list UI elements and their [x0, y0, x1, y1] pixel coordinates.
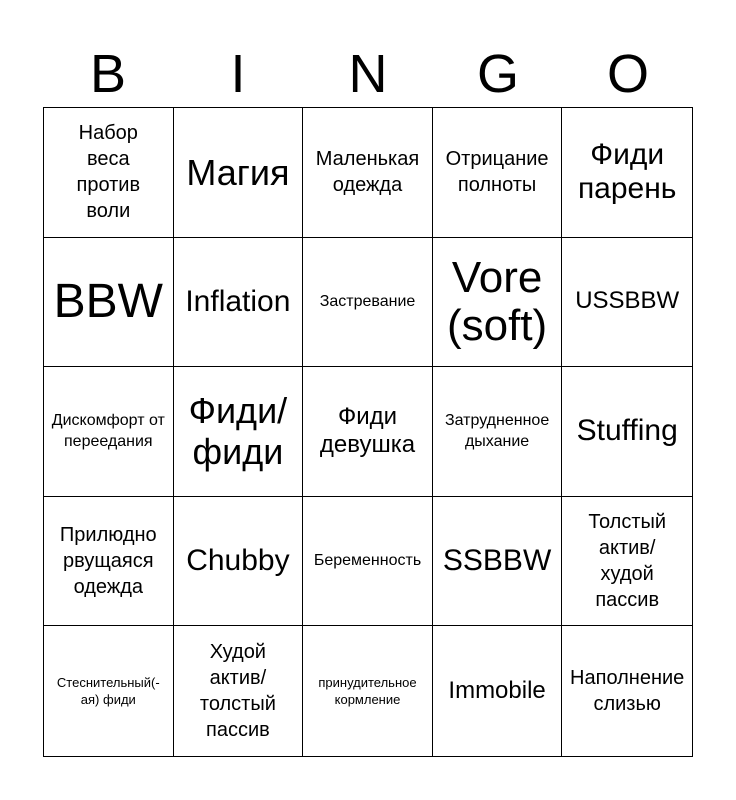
bingo-cell-text: Vore (soft) [446, 252, 548, 350]
bingo-cell[interactable] [562, 108, 692, 238]
bingo-cell-text: USSBBW [575, 287, 680, 315]
bingo-header [43, 40, 693, 108]
bingo-cell[interactable] [44, 108, 174, 238]
bingo-cell[interactable] [433, 367, 563, 497]
bingo-cell[interactable] [44, 497, 174, 627]
bingo-cell[interactable] [174, 497, 304, 627]
bingo-cell-text: Наполнение слизью [570, 667, 685, 716]
bingo-cell-text: Прилюдно рвущаяся одежда [59, 524, 157, 599]
bingo-cell-text: Stuffing [576, 414, 678, 448]
bingo-board [43, 107, 693, 757]
bingo-cell-text: Фиди/ фиди [188, 390, 288, 473]
bingo-cell[interactable] [303, 367, 433, 497]
bingo-cell-text: SSBBW [442, 543, 552, 577]
bingo-cell-text: Immobile [448, 676, 546, 704]
bingo-cell-text: Дискомфорт от переедания [51, 411, 165, 451]
bingo-cell-text: Inflation [185, 284, 291, 318]
bingo-cell-text: Chubby [186, 543, 290, 577]
bingo-cell[interactable] [44, 367, 174, 497]
bingo-cell[interactable] [433, 497, 563, 627]
bingo-cell-text: принудительное кормление [318, 674, 417, 708]
header-letter-b: B [89, 44, 127, 104]
bingo-cell[interactable] [303, 497, 433, 627]
bingo-cell[interactable] [174, 238, 304, 368]
bingo-cell[interactable] [44, 238, 174, 368]
header-letter-n: N [348, 44, 388, 104]
bingo-cell-text: Застревание [319, 293, 416, 311]
bingo-cell-text: BBW [53, 274, 163, 328]
bingo-cell[interactable] [174, 626, 304, 756]
bingo-cell[interactable] [562, 238, 692, 368]
bingo-cell-text: Беременность [313, 552, 422, 570]
bingo-cell[interactable] [303, 626, 433, 756]
bingo-cell-text: Отрицание полноты [445, 148, 549, 197]
bingo-cell[interactable] [562, 497, 692, 627]
bingo-cell[interactable] [433, 238, 563, 368]
bingo-cell-text: Магия [186, 151, 290, 193]
header-letter-g: G [476, 44, 519, 104]
bingo-cell[interactable] [433, 626, 563, 756]
bingo-cell-text: Толстый актив/ худой пассив [588, 511, 667, 612]
bingo-cell[interactable] [562, 367, 692, 497]
bingo-cell-text: Худой актив/ толстый пассив [199, 641, 276, 742]
bingo-cell-text: Фиди парень [577, 137, 677, 206]
bingo-cell[interactable] [44, 626, 174, 756]
bingo-cell[interactable] [174, 367, 304, 497]
bingo-cell[interactable] [303, 108, 433, 238]
bingo-cell-text: Стеснительный(-ая) фиди [56, 674, 160, 708]
bingo-cell[interactable] [433, 108, 563, 238]
bingo-cell-text: Набор веса против воли [76, 122, 141, 223]
bingo-cell-text: Маленькая одежда [315, 148, 420, 197]
bingo-cell-text: Затрудненное дыхание [444, 411, 550, 451]
header-letter-i: I [230, 44, 246, 104]
header-letter-o: O [606, 44, 649, 104]
bingo-cell[interactable] [174, 108, 304, 238]
bingo-cell[interactable] [303, 238, 433, 368]
bingo-cell-text: Фиди девушка [319, 402, 416, 459]
bingo-cell[interactable] [562, 626, 692, 756]
